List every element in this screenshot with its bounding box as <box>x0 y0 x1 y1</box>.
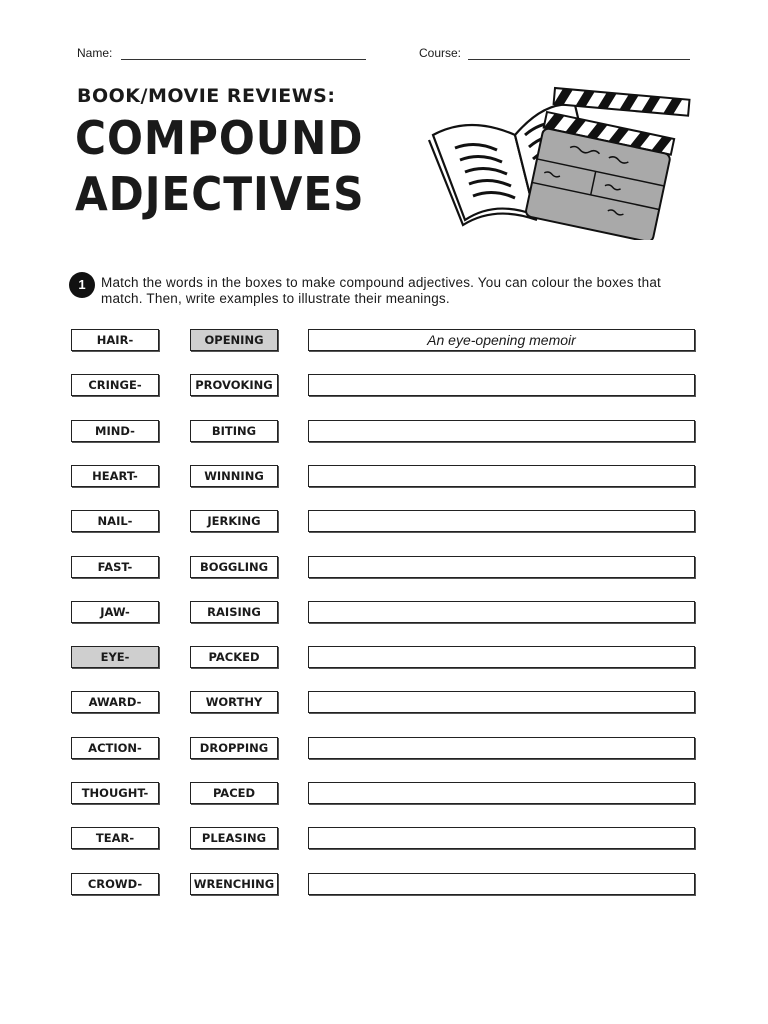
worksheet-subtitle: BOOK/MOVIE REVIEWS: <box>77 85 336 107</box>
example-answer-field[interactable] <box>308 601 695 623</box>
word-box-first-part[interactable]: CRINGE- <box>71 374 159 396</box>
word-box-second-part[interactable]: RAISING <box>190 601 278 623</box>
step-number-badge: 1 <box>69 272 95 298</box>
course-label: Course: <box>419 46 462 60</box>
title-line-1: COMPOUND <box>75 111 364 165</box>
word-box-first-part[interactable]: EYE- <box>71 646 159 668</box>
word-box-second-part[interactable]: WRENCHING <box>190 873 278 895</box>
table-row <box>0 374 768 398</box>
word-box-second-part[interactable]: DROPPING <box>190 737 278 759</box>
word-box-second-part[interactable]: JERKING <box>190 510 278 532</box>
word-box-first-part[interactable]: JAW- <box>71 601 159 623</box>
word-box-second-part[interactable]: PACED <box>190 782 278 804</box>
table-row <box>0 782 768 806</box>
example-answer-field[interactable] <box>308 873 695 895</box>
table-row <box>0 420 768 444</box>
worksheet-title <box>75 110 388 222</box>
word-box-first-part[interactable]: TEAR- <box>71 827 159 849</box>
course-field[interactable] <box>468 59 690 60</box>
word-box-second-part[interactable]: PROVOKING <box>190 374 278 396</box>
table-row <box>0 556 768 580</box>
example-answer-field[interactable] <box>308 556 695 578</box>
word-box-first-part[interactable]: ACTION- <box>71 737 159 759</box>
example-answer-field[interactable] <box>308 374 695 396</box>
word-box-second-part[interactable]: WORTHY <box>190 691 278 713</box>
example-answer-field[interactable] <box>308 827 695 849</box>
table-row <box>0 873 768 897</box>
name-field[interactable] <box>121 59 366 60</box>
title-line-2: ADJECTIVES <box>75 167 365 221</box>
table-row <box>0 465 768 489</box>
table-row <box>0 510 768 534</box>
instructions-text: Match the words in the boxes to make compound adjectives. You can colour the boxes that match. Then, write examples to illustrate their meanings. <box>101 275 661 306</box>
example-answer-field[interactable]: An eye-opening memoir <box>308 329 695 351</box>
word-box-second-part[interactable]: OPENING <box>190 329 278 351</box>
table-row <box>0 737 768 761</box>
example-answer-field[interactable] <box>308 737 695 759</box>
book-clapperboard-illustration <box>425 80 695 240</box>
word-box-first-part[interactable]: CROWD- <box>71 873 159 895</box>
example-answer-field[interactable] <box>308 510 695 532</box>
example-answer-field[interactable] <box>308 646 695 668</box>
word-box-second-part[interactable]: BITING <box>190 420 278 442</box>
word-box-first-part[interactable]: HAIR- <box>71 329 159 351</box>
example-answer-field[interactable] <box>308 465 695 487</box>
word-box-second-part[interactable]: BOGGLING <box>190 556 278 578</box>
table-row <box>0 329 768 353</box>
word-box-first-part[interactable]: NAIL- <box>71 510 159 532</box>
table-row <box>0 827 768 851</box>
word-box-first-part[interactable]: FAST- <box>71 556 159 578</box>
table-row <box>0 691 768 715</box>
word-box-second-part[interactable]: WINNING <box>190 465 278 487</box>
word-box-first-part[interactable]: HEART- <box>71 465 159 487</box>
word-box-first-part[interactable]: MIND- <box>71 420 159 442</box>
name-label: Name: <box>77 46 113 60</box>
example-answer-field[interactable] <box>308 782 695 804</box>
word-box-first-part[interactable]: AWARD- <box>71 691 159 713</box>
example-answer-field[interactable] <box>308 691 695 713</box>
word-box-second-part[interactable]: PLEASING <box>190 827 278 849</box>
table-row <box>0 601 768 625</box>
example-answer-field[interactable] <box>308 420 695 442</box>
word-box-first-part[interactable]: THOUGHT- <box>71 782 159 804</box>
word-box-second-part[interactable]: PACKED <box>190 646 278 668</box>
table-row <box>0 646 768 670</box>
